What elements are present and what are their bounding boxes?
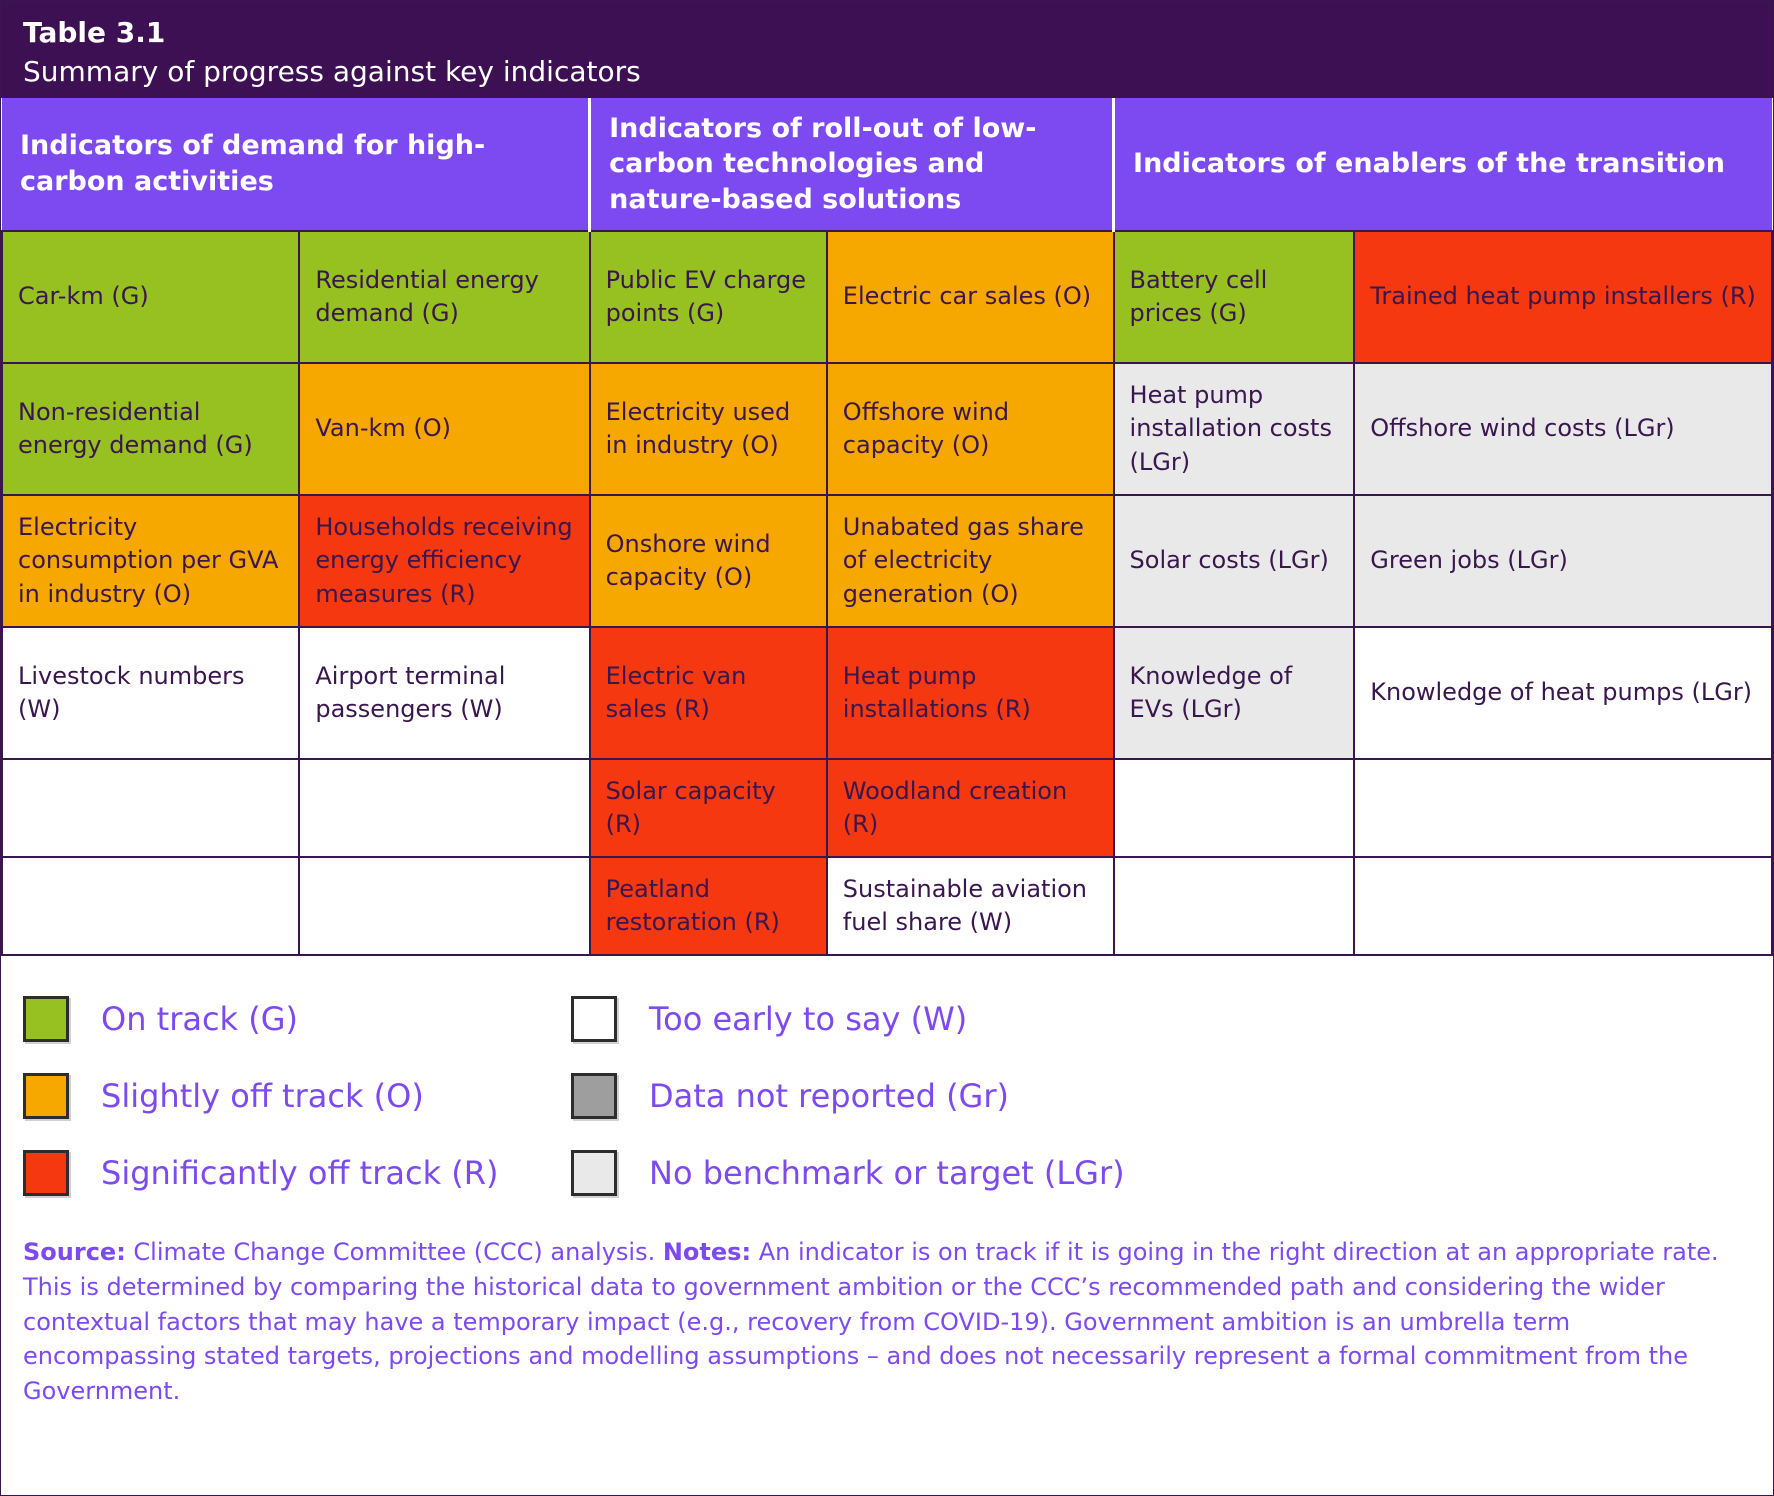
- indicator-cell: Peatland restoration (R): [590, 857, 827, 955]
- indicator-cell: Knowledge of heat pumps (LGr): [1354, 627, 1772, 759]
- indicator-cell: Battery cell prices (G): [1114, 231, 1355, 363]
- legend-swatch-data-not-reported: [571, 1073, 617, 1119]
- indicator-cell-empty: [2, 857, 299, 955]
- indicator-cell: Solar costs (LGr): [1114, 495, 1355, 627]
- table-row: [2, 231, 1772, 363]
- source-notes: [1, 1221, 1773, 1409]
- group-header-row: [2, 98, 1772, 231]
- indicator-cell: Unabated gas share of electricity generation (O): [827, 495, 1114, 627]
- indicator-cell: Solar capacity (R): [590, 759, 827, 857]
- group-header-rollout: Indicators of roll-out of low-carbon technologies and nature-based solutions: [590, 98, 1114, 231]
- table-number: Table 3.1: [23, 16, 166, 49]
- table-row: [2, 495, 1772, 627]
- table-row: [2, 759, 1772, 857]
- indicator-cell: Car-km (G): [2, 231, 299, 363]
- indicator-cell: Offshore wind costs (LGr): [1354, 363, 1772, 495]
- table-subtitle: Summary of progress against key indicators: [23, 54, 641, 88]
- indicator-cell: Offshore wind capacity (O): [827, 363, 1114, 495]
- legend-item-significantly-off-track: [23, 1150, 571, 1196]
- indicator-cell: Livestock numbers (W): [2, 627, 299, 759]
- indicator-cell: Sustainable aviation fuel share (W): [827, 857, 1114, 955]
- indicator-cell: Non-residential energy demand (G): [2, 363, 299, 495]
- indicator-cell: Heat pump installation costs (LGr): [1114, 363, 1355, 495]
- indicator-cell: Electric car sales (O): [827, 231, 1114, 363]
- indicator-cell: Heat pump installations (R): [827, 627, 1114, 759]
- legend-item-data-not-reported: [571, 1073, 1753, 1119]
- indicator-cell-empty: [1114, 759, 1355, 857]
- legend-swatch-significantly-off-track: [23, 1150, 69, 1196]
- indicator-cell: Electricity consumption per GVA in industry (O): [2, 495, 299, 627]
- source-label: Source:: [23, 1238, 126, 1266]
- indicator-cell: Trained heat pump installers (R): [1354, 231, 1772, 363]
- table-title-bar: [1, 1, 1773, 98]
- legend-label: On track (G): [101, 999, 299, 1038]
- indicator-cell: Public EV charge points (G): [590, 231, 827, 363]
- legend-item-slightly-off-track: [23, 1073, 571, 1119]
- indicator-cell-empty: [1354, 759, 1772, 857]
- indicator-cell: Electric van sales (R): [590, 627, 827, 759]
- indicator-cell-empty: [2, 759, 299, 857]
- indicator-cell: Woodland creation (R): [827, 759, 1114, 857]
- group-header-demand: Indicators of demand for high-carbon activities: [2, 98, 590, 231]
- notes-label: Notes:: [662, 1238, 752, 1266]
- table-row: [2, 857, 1772, 955]
- indicator-cell: Airport terminal passengers (W): [299, 627, 589, 759]
- table-row: [2, 627, 1772, 759]
- legend-item-on-track: [23, 996, 571, 1042]
- legend-label: Significantly off track (R): [101, 1153, 499, 1192]
- indicator-cell-empty: [299, 857, 589, 955]
- legend-label: Too early to say (W): [649, 999, 968, 1038]
- indicator-cell-empty: [1114, 857, 1355, 955]
- group-header-enablers: Indicators of enablers of the transition: [1114, 98, 1772, 231]
- indicator-cell-empty: [1354, 857, 1772, 955]
- indicator-cell: Green jobs (LGr): [1354, 495, 1772, 627]
- legend-label: Slightly off track (O): [101, 1076, 424, 1115]
- legend-label: Data not reported (Gr): [649, 1076, 1009, 1115]
- legend-item-too-early: [571, 996, 1753, 1042]
- legend-item-no-benchmark: [571, 1150, 1753, 1196]
- indicator-cell: Van-km (O): [299, 363, 589, 495]
- legend-swatch-slightly-off-track: [23, 1073, 69, 1119]
- table-row: [2, 363, 1772, 495]
- notes-text: An indicator is on track if it is going in the right direction at an appropriate rate. This is determined by comparing the historical data to government ambition or the CCC’s recommended path and considering the wider contextual factors that may have a temporary impact (e.g., recovery from COVID-19). Government ambition is an umbrella term encompassing stated targets, projections and modelling assumptions – and does not necessarily represent a formal commitment from the Government.: [23, 1238, 1719, 1406]
- indicators-table: [1, 98, 1773, 956]
- indicator-cell: Electricity used in industry (O): [590, 363, 827, 495]
- legend-swatch-too-early: [571, 996, 617, 1042]
- legend-label: No benchmark or target (LGr): [649, 1153, 1125, 1192]
- indicator-cell: Residential energy demand (G): [299, 231, 589, 363]
- indicator-cell-empty: [299, 759, 589, 857]
- legend: [1, 956, 1773, 1221]
- indicator-cell: Knowledge of EVs (LGr): [1114, 627, 1355, 759]
- source-text: Climate Change Committee (CCC) analysis.: [125, 1238, 663, 1266]
- indicator-cell: Households receiving energy efficiency measures (R): [299, 495, 589, 627]
- legend-swatch-no-benchmark: [571, 1150, 617, 1196]
- legend-swatch-on-track: [23, 996, 69, 1042]
- indicator-cell: Onshore wind capacity (O): [590, 495, 827, 627]
